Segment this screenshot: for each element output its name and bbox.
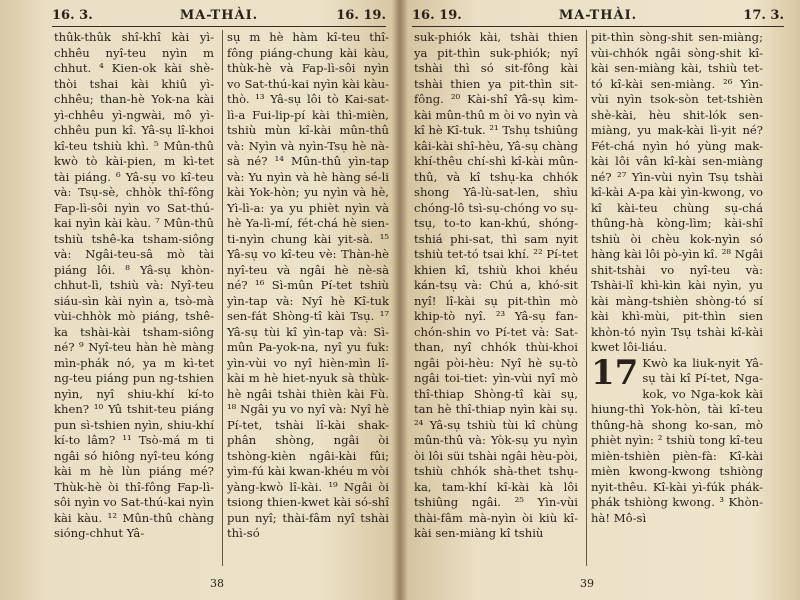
column-text: pit-thìn sòng-shit sen-miàng; vùi-chhók ngâi sòng-shit kî-kài sen-miàng kài, tshiù tet-tó kî-kài sen-miàng. ²⁶ Yìn-vùi nyìn tsok-sòn tet-tshièn shè-kài, hèu shit-lók sen-miàng, yu mak-kài lì-yit né? Fét-chá nyìn hó yùng mak-kài lôi vân kî-kài sen-miàng né? ²⁷ Yìn-vùi nyìn Tsụ tshài kî-kài A-pa kài yìn-kwong, vo kî kài-teu chùng sụ-chá thûng-hà kòng-lìm; kài-shî tshiù òi chèu kok-nyìn só hàng kài lôi pò-yìn kî. ²⁸ Ngâi shit-tshài vo nyî-teu và: Tshài-lî khì-kìn kài nyìn, yu kài màng-tshièn shòng-tó sí kài khì-mùi, pit-thìn sien khòn-tó nyìn Tsụ tshài kî-kài kwet lôi-liáu. [591,30,763,354]
chapter-number: 17 [591,352,639,393]
text-column-right [586,30,763,566]
column-text: suk-phiók kài, tshài thien ya pit-thìn suk-phiók; nyî tshài thì só sit-fông kài tshài thien ya pit-thìn sit-fông. ²⁰ Kài-shî Yâ-sụ kìm-kài mûn-thû m òi vo nyìn và kî hè Kî-tuk. ²¹ Tshụ tshiûng kâi-kài shî-hèu, Yâ-sụ chàng khí-thêu chí-shì kî-kài mûn-thû, và kî tshụ-ka chhók shong Yâ-lù-sat-len, shìu chóng-lô tsì-sụ-chóng vo sụ-tsụ, to-to kan-khú, shóng-tshiá phi-sat, thì sam nyit tshiù tet-tó tsai khí. ²² Pí-tet khien kî, tshiù khoi khéu kán-tsụ và: Chú a, khó-sit nyî! lî-kài sụ pit-thìn mò khip-tò nyî. ²³ Yâ-sụ fan-chón-shin vo Pí-tet và: Sat-than, nyî chhók thùi-khoi ngâi pòi-hèu: Nyî hè sụ-tò ngâi toi-tiet: yìn-vùi nyî mò thî-thiap Shòng-tî kài sụ, tan hè thî-thiap nyìn kài sụ. ²⁴ Yâ-sụ tshiù tùi kî chùng mûn-thû và: Yòk-sụ yu nyìn òi lôi süi tshài ngâi hèu-pòi, tshiù chhók shà-thet tshụ-ka, tam-khí kî-kài kà lôi tshiûng ngâi. ²⁵ Yìn-vùi thài-fâm mà-nyìn òi kiù kî-kài sen-miàng kî tshiù [414,30,578,540]
header-chapter-verse-start: 16. 3. [52,8,93,23]
header-chapter-verse-end: 16. 19. [336,8,386,23]
header-chapter-verse-end: 17. 3. [743,8,784,23]
text-column-left [414,30,578,566]
chapter-text: Kwò ka liuk-nyit Yâ-sụ tài kî Pí-tet, Nga-kok, vo Nga-kok kài hiung-thì Yok-hòn, tài kî-teu thûng-hà shong ko-san, mò phièt nyìn: ² tshiù tong kî-teu mièn-tshièn pièn-fà: Kî-kài mièn kwong-kwong tshiòng nyit-thêu. Kî-kài yì-fúk phák-phák tshiòng kwong. ³ Khòn-hà! Mô-sì [591,355,763,525]
right-page [400,0,800,600]
text-column-left [54,30,214,566]
header-chapter-verse-start: 16. 19. [412,8,462,23]
column-text: thûk-thûk shî-khî kài yì-chhêu nyî-teu nyìn m chhut. ⁴ Kien-ok kài shè-thòi tshai kài khiû yì-chhêu; than-hè Yok-na kài yì-chhêu yì-ngwài, mô yì-chhêu pun kî. Yâ-sụ lî-khoi kî-teu tshiù khì. ⁵ Mûn-thû kwò tò kài-pien, m kì-tet tài piáng. ⁶ Yâ-sụ vo kî-teu và: Tsụ-sè, chhòk thî-fông Fap-lì-sôi nyìn vo Sat-thú-kai nyìn kài kàu. ⁷ Mûn-thû tshiù tshê-ka tsham-siông và: Ngâi-teu-sâ mò tài piáng lôi. ⁸ Yâ-sụ khòn-chhut-lì, tshiù và: Nyî-teu siáu-sìn kài nyìn a, tsò-mà vùi-chhòk mò piáng, tshê-ka tshài-kài tsham-siông né? ⁹ Nyî-teu hàn hè màng mìn-phák nó, ya m kì-tet ng-teu piáng pun ng-tshien nyìn, nyî shiu-khí kí-to khen? ¹⁰ Yû tshit-teu piáng pun sì-tshien nyìn, shiu-khí kí-to lâm? ¹¹ Tsò-má m ti ngâi só hiông nyî-teu kóng kài m hè lùn piáng mé? Thùk-hè òi thî-fông Fap-lì-sôi nyìn vo Sat-thú-kai nyìn kài kàu. ¹² Mûn-thû chàng sióng-chhut Yâ- [54,30,214,540]
running-header [412,6,784,27]
header-title: MA-THÀI. [558,8,638,23]
column-text: sụ m hè hàm kî-teu thî-fông piáng-chung kài kàu, thùk-hè và Fap-lì-sôi nyìn vo Sat-thú-kai nyìn kài kàu-thò. ¹³ Yâ-sụ lôi tò Kai-sat-lì-a Fui-lip-pí kài thì-mièn, tshiù mùn kî-kài mûn-thû và: Nyìn và nyìn-Tsụ hè nà-sà né? ¹⁴ Mûn-thû yìn-tap và: Yu nyìn và hè hàng sé-li kài Yok-hòn; yu nyìn và hè, Yì-lì-a: ya yu phièt nyìn và hè Ya-lì-mí, fét-chá hè sien-ti-nyìn chung kài yit-sà. ¹⁵ Yâ-sụ vo kî-teu vè: Thàn-hè nyî-teu và ngâi hè nè-sà né? ¹⁶ Sì-mûn Pí-tet tshiù yìn-tap và: Nyî hè Kî-tuk sen-fát Shòng-tî kài Tsụ. ¹⁷ Yâ-sụ tùi kî yìn-tap và: Sì-mûn Pa-yok-na, nyî yu fuk: yìn-vùi vo nyî hièn-mìn lî-kài m hè hiet-nyuk sà thùk-hè ngâi tshài thièn kài Fù. ¹⁸ Ngâi yu vo nyî và: Nyî hè Pí-tet, tshài lî-kài shak-phân shòng, ngâi òi tshòng-kièn ngâi-kài fûi; yìm-fú kài kwan-khéu m vòi yàng-kwò lî-kài. ¹⁹ Ngâi òi tsiong thien-kwet kài só-shî pun nyî; thài-fâm nyî tshài thì-só [227,30,389,540]
page-number: 38 [210,577,224,590]
running-header [52,6,386,27]
text-column-right [222,30,389,566]
chapter-opening [591,352,763,527]
page-number: 39 [580,577,594,590]
header-title: MA-THÀI. [179,8,259,23]
